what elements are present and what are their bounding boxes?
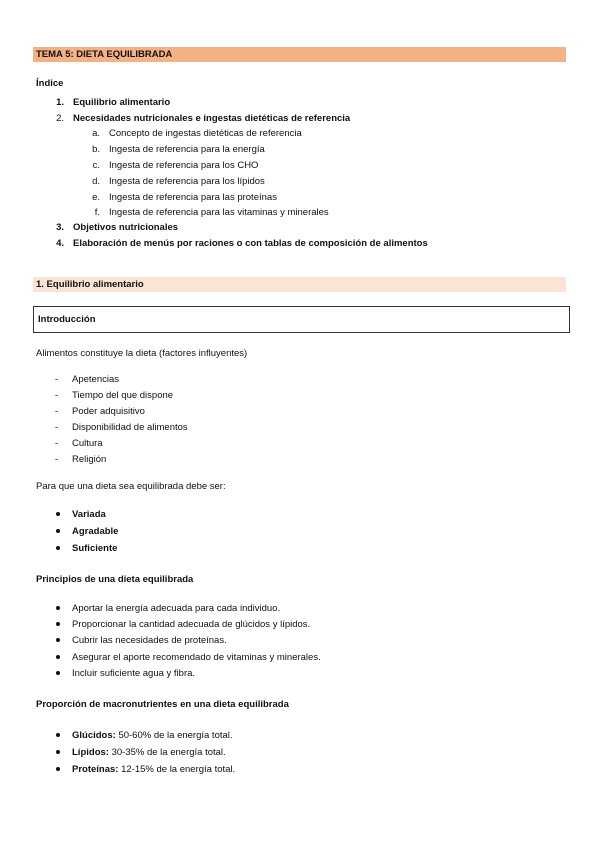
macro-text: 50-60% de la energía total. <box>118 730 233 741</box>
bullet-dot <box>56 622 60 626</box>
index-item-1: Equilibrio alimentario <box>73 97 171 108</box>
factor-item: Religión <box>72 454 107 465</box>
dash-marker: - <box>55 390 59 401</box>
factor-item: Tiempo del que dispone <box>72 390 174 401</box>
index-item-4: Elaboración de menús por raciones o con tablas de composición de alimentos <box>73 238 428 249</box>
index-num-2: 2. <box>56 113 64 124</box>
factors-intro: Alimentos constituye la dieta (factores influyentes) <box>36 348 248 359</box>
sub-letter-a: a. <box>92 128 100 139</box>
macro-name: Lípidos: <box>72 747 109 758</box>
sub-letter-f: f. <box>94 207 100 218</box>
macro-text: 30-35% de la energía total. <box>111 747 226 758</box>
sub-letter-c: c. <box>92 160 100 171</box>
bullet-dot <box>56 546 60 550</box>
sub-letter-d: d. <box>92 176 100 187</box>
bullet-dot <box>56 767 60 771</box>
macro-name: Proteínas: <box>72 764 119 775</box>
index-num-4: 4. <box>56 238 64 249</box>
principle-item: Proporcionar la cantidad adecuada de glúcidos y lípidos. <box>72 619 311 630</box>
macro-heading: Proporción de macronutrientes en una dieta equilibrada <box>36 699 289 710</box>
balanced-item: Variada <box>72 509 106 520</box>
sub-item-a: Concepto de ingestas dietéticas de referencia <box>109 128 302 139</box>
principle-item: Asegurar el aporte recomendado de vitaminas y minerales. <box>72 652 321 663</box>
index-num-1: 1. <box>56 97 64 108</box>
title-bar: TEMA 5: DIETA EQUILIBRADA <box>33 47 566 62</box>
bullet-dot <box>56 606 60 610</box>
principle-item: Cubrir las necesidades de proteínas. <box>72 635 227 646</box>
macro-item-glucidos <box>72 730 233 742</box>
sub-item-f: Ingesta de referencia para las vitaminas y minerales <box>109 207 329 218</box>
sub-letter-e: e. <box>92 192 100 203</box>
sub-item-b: Ingesta de referencia para la energía <box>109 144 265 155</box>
intro-box: Introducción <box>33 306 570 333</box>
dash-marker: - <box>55 422 59 433</box>
balanced-item: Agradable <box>72 526 119 537</box>
dash-marker: - <box>55 374 59 385</box>
sub-letter-b: b. <box>92 144 100 155</box>
bullet-dot <box>56 733 60 737</box>
macro-name: Glúcidos: <box>72 730 116 741</box>
factor-item: Poder adquisitivo <box>72 406 145 417</box>
macro-item-proteinas <box>72 764 235 776</box>
bullet-dot <box>56 529 60 533</box>
sub-item-d: Ingesta de referencia para los lípidos <box>109 176 265 187</box>
dash-marker: - <box>55 406 59 417</box>
balanced-item: Suficiente <box>72 543 118 554</box>
index-heading: Índice <box>36 78 64 89</box>
balanced-intro: Para que una dieta sea equilibrada debe ser: <box>36 481 226 492</box>
bullet-dot <box>56 750 60 754</box>
principle-item: Incluir suficiente agua y fibra. <box>72 668 196 679</box>
sub-item-e: Ingesta de referencia para las proteínas <box>109 192 277 203</box>
bullet-dot <box>56 512 60 516</box>
dash-marker: - <box>55 454 59 465</box>
index-item-2: Necesidades nutricionales e ingestas dietéticas de referencia <box>73 113 351 124</box>
index-num-3: 3. <box>56 222 64 233</box>
bullet-dot <box>56 638 60 642</box>
bullet-dot <box>56 671 60 675</box>
section-bar: 1. Equilibrio alimentario <box>33 277 566 292</box>
factor-item: Cultura <box>72 438 103 449</box>
bullet-dot <box>56 655 60 659</box>
principle-item: Aportar la energía adecuada para cada individuo. <box>72 603 281 614</box>
principles-heading: Principios de una dieta equilibrada <box>36 574 194 585</box>
macro-text: 12-15% de la energía total. <box>121 764 236 775</box>
sub-item-c: Ingesta de referencia para los CHO <box>109 160 259 171</box>
factor-item: Apetencias <box>72 374 120 385</box>
factor-item: Disponibilidad de alimentos <box>72 422 188 433</box>
dash-marker: - <box>55 438 59 449</box>
macro-item-lipidos <box>72 747 226 759</box>
index-item-3: Objetivos nutricionales <box>73 222 179 233</box>
